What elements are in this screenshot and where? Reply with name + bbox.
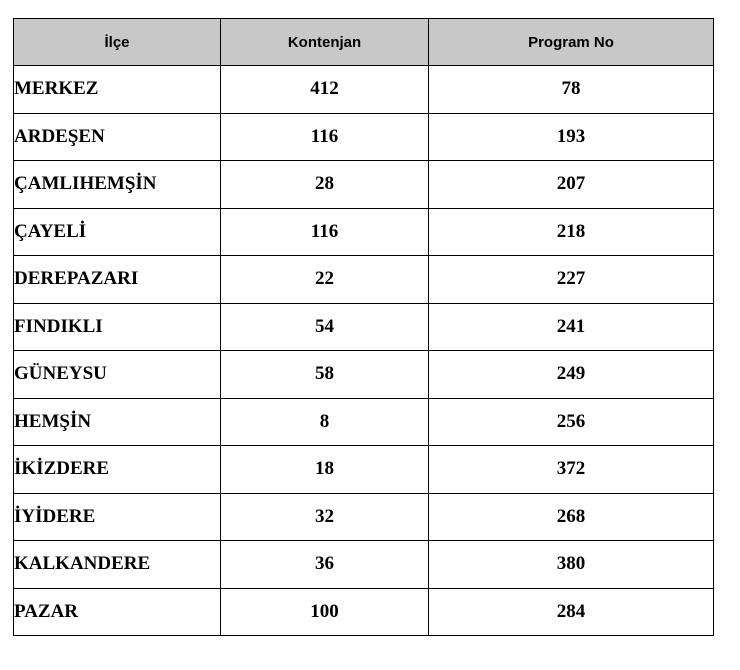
program-no-cell: 207 [429,161,714,209]
program-no-cell: 78 [429,66,714,114]
district-cell: KALKANDERE [14,541,221,589]
district-cell: ÇAYELİ [14,208,221,256]
district-cell: ARDEŞEN [14,113,221,161]
quota-cell: 116 [221,113,429,161]
header-row [14,19,714,66]
district-cell: İKİZDERE [14,446,221,494]
quota-cell: 54 [221,303,429,351]
quota-cell: 8 [221,398,429,446]
table-header [14,19,714,66]
quota-cell: 58 [221,351,429,399]
program-no-cell: 284 [429,588,714,636]
quota-cell: 32 [221,493,429,541]
program-no-cell: 380 [429,541,714,589]
quota-cell: 116 [221,208,429,256]
table-row [14,113,714,161]
table-row [14,588,714,636]
program-no-cell: 249 [429,351,714,399]
program-no-cell: 268 [429,493,714,541]
table-row [14,541,714,589]
district-cell: MERKEZ [14,66,221,114]
district-cell: FINDIKLI [14,303,221,351]
header-program-no: Program No [429,19,714,66]
district-cell: ÇAMLIHEMŞİN [14,161,221,209]
district-cell: DEREPAZARI [14,256,221,304]
program-no-cell: 218 [429,208,714,256]
district-cell: HEMŞİN [14,398,221,446]
table-row [14,256,714,304]
table-row [14,446,714,494]
header-district: İlçe [14,19,221,66]
table-row [14,303,714,351]
quota-cell: 22 [221,256,429,304]
quota-cell: 100 [221,588,429,636]
program-no-cell: 193 [429,113,714,161]
table-row [14,208,714,256]
quota-cell: 412 [221,66,429,114]
table-row [14,161,714,209]
table-row [14,351,714,399]
program-no-cell: 372 [429,446,714,494]
header-quota: Kontenjan [221,19,429,66]
program-no-cell: 256 [429,398,714,446]
quota-cell: 28 [221,161,429,209]
quota-cell: 36 [221,541,429,589]
quota-cell: 18 [221,446,429,494]
program-no-cell: 241 [429,303,714,351]
table-body [14,66,714,636]
table-row [14,493,714,541]
district-cell: GÜNEYSU [14,351,221,399]
program-no-cell: 227 [429,256,714,304]
contingent-table [13,18,714,636]
table-row [14,66,714,114]
table-row [14,398,714,446]
district-cell: PAZAR [14,588,221,636]
district-cell: İYİDERE [14,493,221,541]
